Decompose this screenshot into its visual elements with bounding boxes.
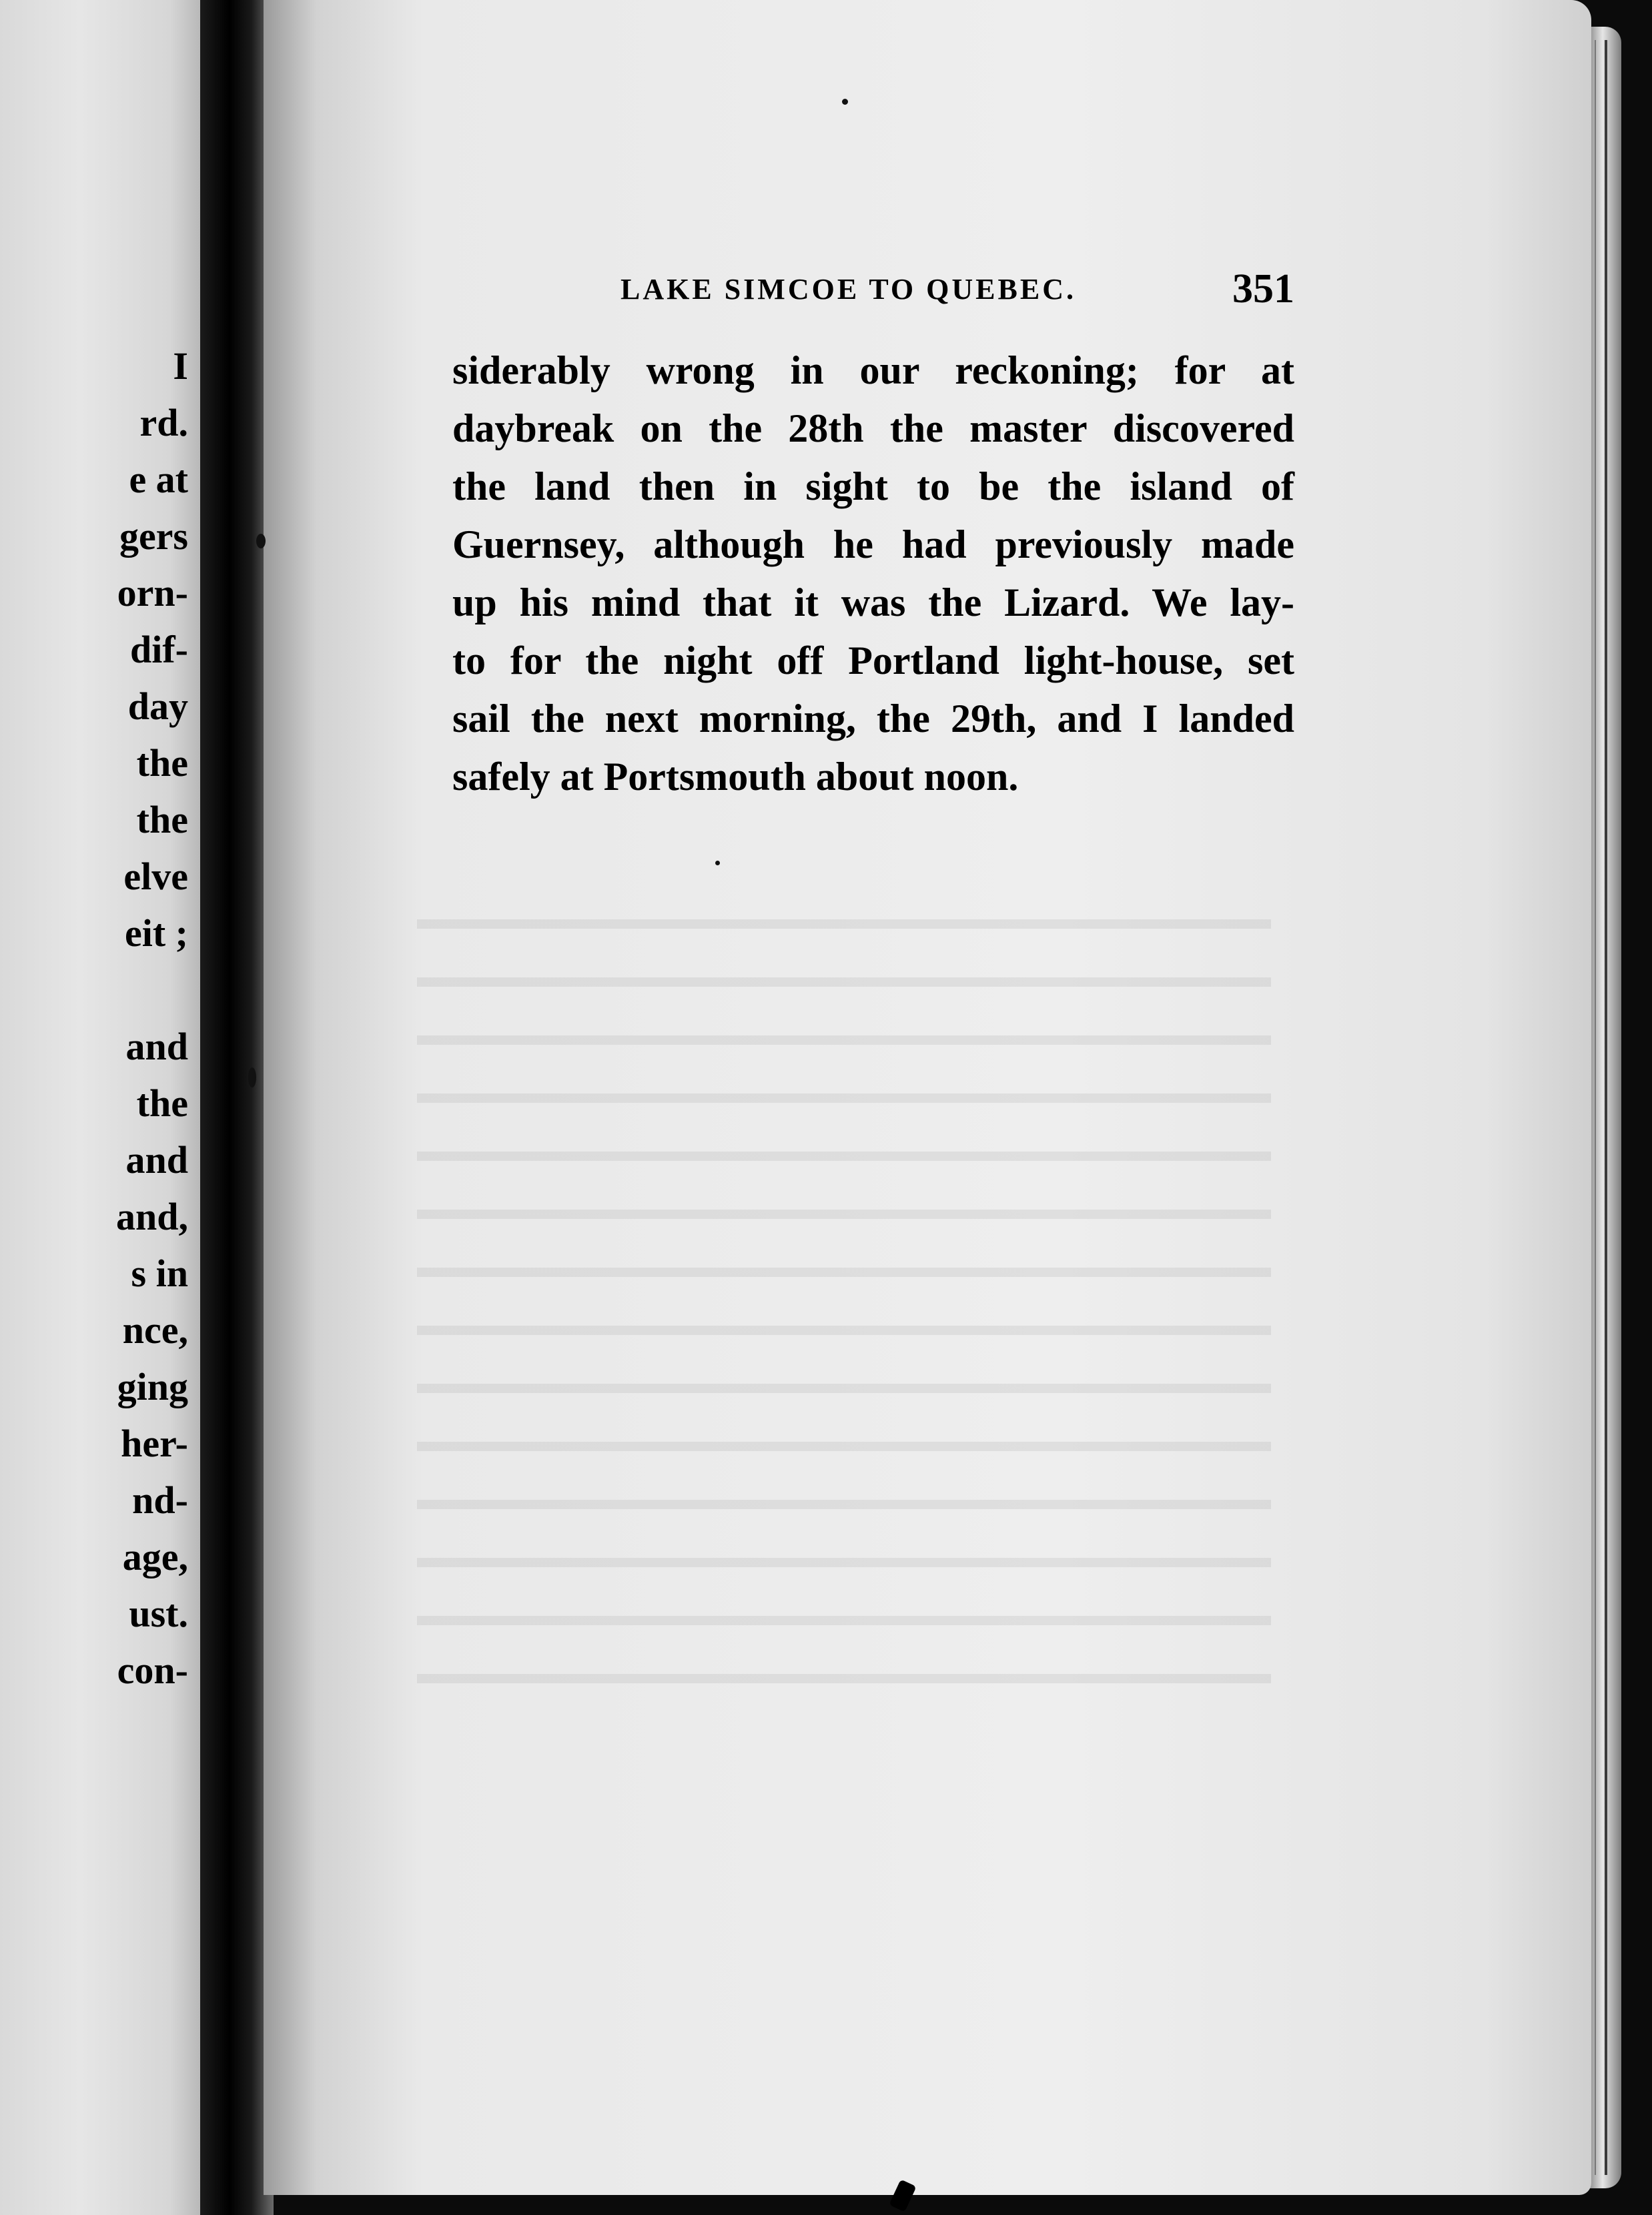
paper-speck [248, 1067, 256, 1087]
left-page-line: dif- [130, 628, 188, 671]
left-page-line: s in [131, 1252, 188, 1295]
left-page-line: age, [122, 1535, 188, 1579]
text-line: siderably wrong in our reckoning; for at [452, 348, 1294, 392]
left-page-line: con- [117, 1649, 188, 1692]
text-line: to for the night off Portland light-house, set [452, 638, 1294, 683]
paper-speck [715, 861, 720, 865]
text-line: sail the next morning, the 29th, and I landed [452, 697, 1294, 741]
left-page-fragment [0, 0, 200, 2215]
left-page-line: the [136, 1081, 188, 1125]
page-edge-line [1605, 40, 1607, 2175]
text-line: the land then in sight to be the island of [452, 464, 1294, 508]
left-page-line: eit ; [125, 911, 188, 955]
book-gutter [200, 0, 274, 2215]
left-page-line: I [173, 344, 188, 388]
page-header [621, 267, 1294, 314]
right-page [264, 0, 1591, 2195]
left-page-line: the [136, 741, 188, 785]
left-page-line: nd- [132, 1478, 188, 1522]
left-page-line: orn- [117, 571, 188, 614]
text-line: up his mind that it was the Lizard. We lay- [452, 580, 1294, 624]
left-page-line: the [136, 798, 188, 841]
page-number: 351 [1232, 266, 1294, 312]
left-page-line: elve [123, 855, 188, 898]
paper-speck [256, 534, 266, 548]
left-page-line: and [125, 1138, 188, 1182]
left-page-line: e at [129, 458, 188, 501]
page-edge-line [1595, 40, 1596, 2175]
text-line: safely at Portsmouth about noon. [452, 755, 1019, 799]
left-page-line: and [125, 1025, 188, 1068]
left-page-line: gers [119, 514, 188, 558]
left-page-line: ging [117, 1365, 188, 1408]
left-page-line: rd. [139, 401, 188, 444]
left-page-line: ust. [129, 1592, 188, 1635]
left-page-line: her- [121, 1422, 188, 1465]
body-paragraph [452, 342, 1294, 806]
show-through-texture [417, 881, 1271, 1721]
left-page-line: and, [115, 1195, 188, 1238]
running-head: LAKE SIMCOE TO QUEBEC. [621, 273, 1076, 306]
paper-speck [842, 99, 848, 105]
left-page-line: day [127, 685, 188, 728]
left-page-line: nce, [122, 1308, 188, 1352]
text-line: daybreak on the 28th the master discovered [452, 406, 1294, 450]
text-line: Guernsey, although he had previously made [452, 522, 1294, 566]
